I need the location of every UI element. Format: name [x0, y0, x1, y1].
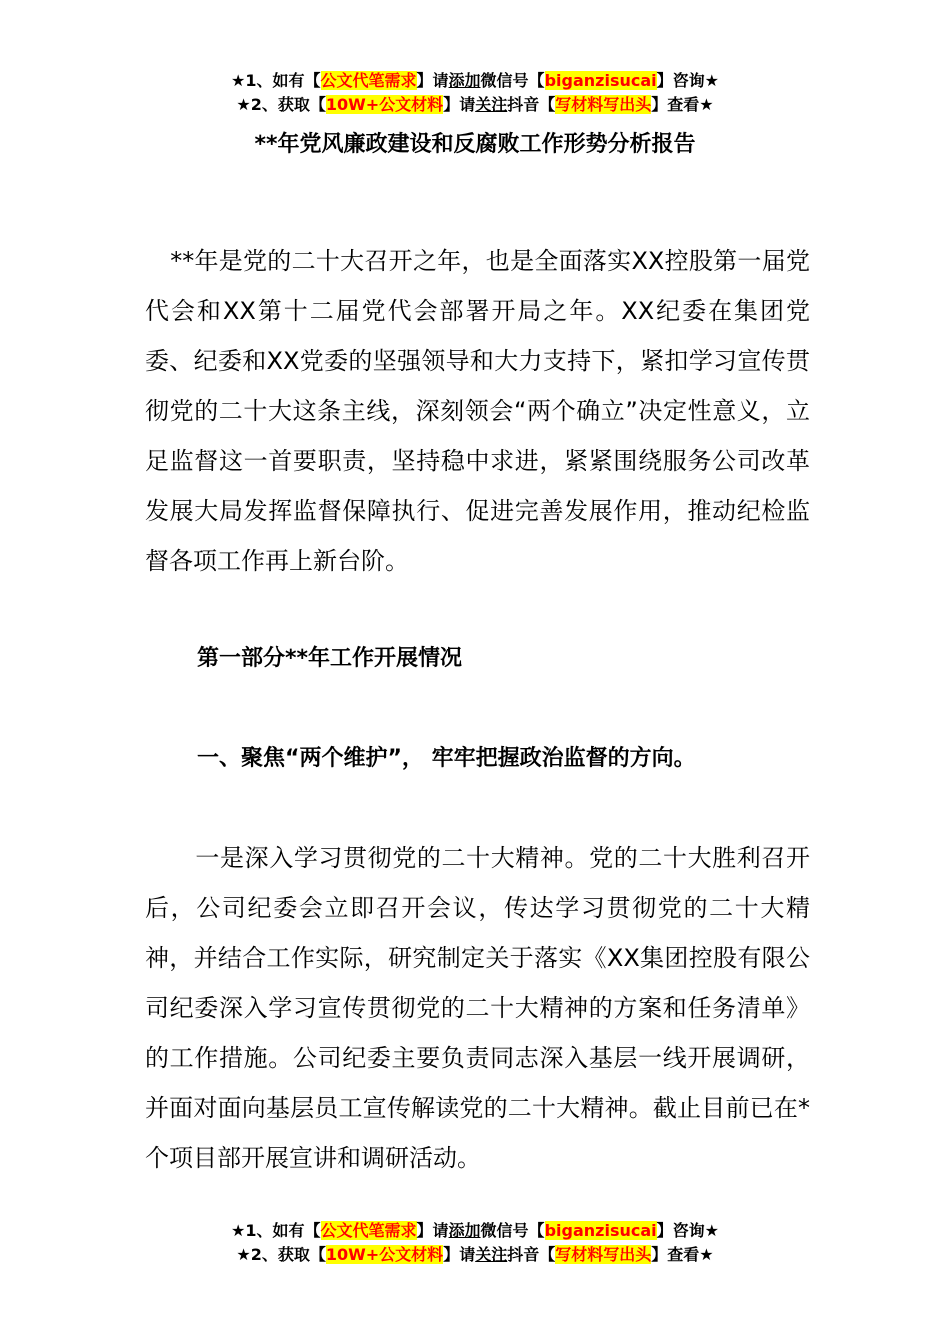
banner-wechat-id: biganzisucai: [544, 71, 657, 90]
banner-text: ★1、如有【: [231, 71, 321, 90]
document-title: **年党风廉政建设和反腐败工作形势分析报告: [254, 132, 696, 157]
banner-underlined-text: 添加: [448, 71, 481, 90]
banner-highlight: 10W+公文材料: [325, 95, 444, 114]
banner-text: 】请: [443, 1245, 476, 1264]
banner-text: 抖音【: [507, 1245, 556, 1264]
intro-paragraph: **年是党的二十大召开之年，也是全面落实XX控股第一届党代会和XX第十二届党代会部署开局之年。XX纪委在集团党委、纪委和XX党委的坚强领导和大力支持下，紧扣学习宣传贯彻党的二十大这条主线，深刻领会“两个确立”决定性意义，立足监督这一首要职责，坚持稳中求进，紧紧围绕服务公司改革发展大局发挥监督保障执行、促进完善发展作用，推动纪检监督各项工作再上新台阶。: [145, 247, 810, 575]
footer-banner-line-1: [0, 1220, 950, 1242]
section-heading: 一、聚焦“两个维护”， 牢牢把握政治监督的方向。: [197, 746, 696, 771]
banner-highlight: 公文代笔需求: [320, 71, 417, 90]
header-banner-line-1: [0, 70, 950, 92]
banner-douyin-id: 写材料写出头: [555, 95, 652, 114]
banner-text: 】查看★: [651, 95, 714, 114]
footer-banner-line-2: [0, 1244, 950, 1266]
banner-text: ★1、如有【: [231, 1221, 321, 1240]
body-paragraph: 一是深入学习贯彻党的二十大精神。党的二十大胜利召开后，公司纪委会立即召开会议，传达学习贯彻党的二十大精神，并结合工作实际，研究制定关于落实《XX集团控股有限公司纪委深入学习宣传贯彻党的二十大精神的方案和任务清单》的工作措施。公司纪委主要负责同志深入基层一线开展调研，并面对面向基层员工宣传解读党的二十大精神。截止目前已在*个项目部开展宣讲和调研活动。: [145, 844, 810, 1172]
banner-text: 】查看★: [651, 1245, 714, 1264]
banner-wechat-id: biganzisucai: [544, 1221, 657, 1240]
banner-text: 】请: [416, 1221, 449, 1240]
banner-underlined-text: 关注: [475, 1245, 508, 1264]
banner-underlined-text: 关注: [475, 95, 508, 114]
banner-douyin-id: 写材料写出头: [555, 1245, 652, 1264]
banner-text: 】咨询★: [656, 1221, 719, 1240]
banner-text: 】咨询★: [656, 71, 719, 90]
part-heading: 第一部分**年工作开展情况: [197, 646, 463, 671]
banner-highlight: 10W+公文材料: [325, 1245, 444, 1264]
banner-text: 微信号【: [480, 71, 545, 90]
banner-text: 抖音【: [507, 95, 556, 114]
banner-text: 】请: [416, 71, 449, 90]
banner-highlight: 公文代笔需求: [320, 1221, 417, 1240]
header-banner-line-2: [0, 94, 950, 116]
banner-text: 】请: [443, 95, 476, 114]
banner-text: ★2、获取【: [236, 1245, 326, 1264]
banner-underlined-text: 添加: [448, 1221, 481, 1240]
banner-text: 微信号【: [480, 1221, 545, 1240]
banner-text: ★2、获取【: [236, 95, 326, 114]
